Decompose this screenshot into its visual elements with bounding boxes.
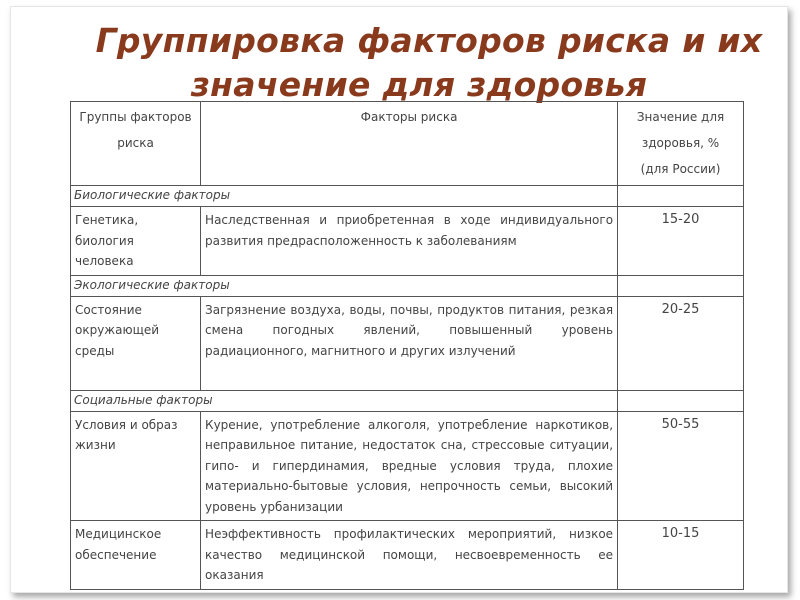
title-line-1: Группировка факторов риска и их xyxy=(95,21,763,60)
value-cell: 15-20 xyxy=(618,207,744,276)
value-cell: 20-25 xyxy=(618,296,744,390)
slide-title xyxy=(11,19,787,107)
title-line-2: значение для здоровья xyxy=(190,65,648,104)
category-row xyxy=(71,390,744,411)
header-factors: Факторы риска xyxy=(201,102,618,186)
header-value-label: Значение для здоровья, % xyxy=(636,110,725,150)
category-label: Социальные факторы xyxy=(71,390,618,411)
category-row xyxy=(71,275,744,296)
header-value xyxy=(618,102,744,186)
value-cell: 10-15 xyxy=(618,521,744,590)
table-row xyxy=(71,411,744,521)
group-cell: Генетика, биология человека xyxy=(71,207,201,276)
table-row xyxy=(71,296,744,390)
value-cell: 50-55 xyxy=(618,411,744,521)
slide xyxy=(10,6,788,593)
category-row xyxy=(71,186,744,207)
category-empty-cell xyxy=(618,390,744,411)
factors-cell: Неэффективность профилактических мероприятий, низкое качество медицинской помощи, несвоевременность ее оказания xyxy=(201,521,618,590)
table-row xyxy=(71,521,744,590)
category-empty-cell xyxy=(618,275,744,296)
group-cell: Состояние окружающей среды xyxy=(71,296,201,390)
group-cell: Условия и образ жизни xyxy=(71,411,201,521)
table-row xyxy=(71,207,744,276)
factors-cell: Курение, употребление алкоголя, употребление наркотиков, неправильное питание, недостаток сна, стрессовые ситуации, гипо- и гипердинамия, вредные условия труда, плохие материально-бытовые условия, непрочность семьи, высокий уровень урбанизации xyxy=(201,411,618,521)
risk-factors-table xyxy=(70,101,744,590)
group-cell: Медицинское обеспечение xyxy=(71,521,201,590)
header-value-note: (для России) xyxy=(640,162,721,176)
header-group: Группы факторов риска xyxy=(71,102,201,186)
category-empty-cell xyxy=(618,186,744,207)
factors-cell: Загрязнение воздуха, воды, почвы, продуктов питания, резкая смена погодных явлений, повышенный уровень радиационного, магнитного и других излучений xyxy=(201,296,618,390)
table-header-row xyxy=(71,102,744,186)
category-label: Биологические факторы xyxy=(71,186,618,207)
factors-cell: Наследственная и приобретенная в ходе индивидуального развития предрасположенность к заболеваниям xyxy=(201,207,618,276)
category-label: Экологические факторы xyxy=(71,275,618,296)
